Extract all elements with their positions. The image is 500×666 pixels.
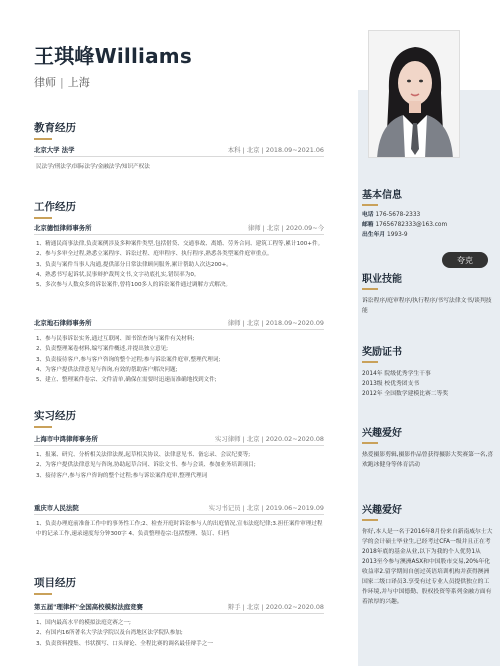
internship-bullets (36, 450, 328, 481)
list-item: 2、有国内16所著名大学法学院以及台湾地区法学院队参加; (36, 630, 183, 637)
work-org: 北京地石律师事务所 (34, 319, 92, 327)
divider (34, 329, 324, 330)
education-meta: 本科 | 北京 | 2018.09~2021.06 (227, 146, 324, 154)
list-item: 4、熟悉书写起诉状,民事辩护裁判文书,文字功底扎实,错误率为0。 (36, 271, 200, 278)
list-item: 2、参与多审全过程,熟悉立案程序、诉讼过程、庭审程序、执行程序,熟悉各类型案件庭审重点。 (36, 251, 273, 258)
internship-entry-head (34, 434, 324, 443)
intro-title: 兴趣爱好 (362, 501, 402, 521)
intro-text: 你好,本人是一名于2016年8月份来自新南威尔士大学的会计硕士毕业生,已经考过CFA一级并且正在考2018年底的基金从业,以下为我的个人优势1从2013至今参与澳洲ASX和中国股市交易,20%年化收益率2.留学期间自创过英语培训机构并获得澳洲国家二级口译员3.享受有过专业人员提供独立的工作环境,并与中国德勤、股权投资等系列金融方面有着浓厚的兴趣。 (362, 529, 493, 605)
internship-meta: 实习书记员 | 北京 | 2019.06~2019.09 (208, 504, 324, 512)
birth-label: 出生年月 (362, 232, 386, 238)
education-entry-head (34, 145, 324, 154)
list-item: 1、精通民商事法律,负责案例涉及多种案件类型,包括借贷、交通事故、离婚、劳务合同、建筑工程等,累计100+件。 (36, 241, 324, 247)
divider (34, 514, 324, 515)
project-bullets (36, 618, 328, 649)
email-row (362, 220, 494, 230)
hobby-text: 热爱摄影剪辑,摄影作品曾获得摄影大奖赛第一名,喜欢跑冰健身等体育活动 (362, 452, 494, 468)
separator: | (60, 76, 64, 89)
awards-list (362, 369, 494, 399)
list-item: 3、负责资料搜集、书状撰写、口头辩论、全程比赛的调名最佳辩手之一 (36, 640, 213, 647)
email-label: 邮箱 (362, 222, 374, 228)
email-value: 17656782333@163.com (375, 222, 448, 228)
internship-org: 重庆市人民法院 (34, 504, 79, 512)
internship-section-title: 实习经历 (34, 408, 76, 428)
list-item: 1、负责办理庭前准备工作中的事务性工作;2、检查开庭时诉讼参与人的出庭情况,宣布法庭纪律;3.担任案件审理过程中的记录工作,速录速度每分钟300字 4、负责整理卷宗:包括整理、装订、归档 (36, 521, 323, 538)
work-org: 北京德恒律师事务所 (34, 224, 92, 232)
internship-org: 上海市中鸿律师事务所 (34, 435, 98, 443)
basic-info (362, 210, 494, 240)
project-org: 第五届"理律杯"全国高校模拟法庭竞赛 (34, 603, 143, 611)
list-item: 2、负责整理案卷材料,编写案件概述,并提出独立意见; (36, 346, 169, 353)
hobby-title: 兴趣爱好 (362, 424, 402, 444)
education-org: 北京大学 法学 (34, 146, 75, 154)
education-courses (36, 162, 328, 172)
work-entry-head (34, 223, 324, 232)
project-section-title: 项目经历 (34, 575, 76, 595)
candidate-subtitle (34, 74, 90, 90)
divider (34, 234, 324, 235)
skills-title: 职业技能 (362, 270, 402, 290)
internship-bullets (36, 519, 328, 540)
work-meta: 律师 | 北京 | 2020.09~今 (247, 224, 324, 232)
job-title: 律师 (34, 76, 56, 89)
work-meta: 律师 | 北京 | 2018.09~2020.09 (227, 319, 324, 327)
work-section-title: 工作经历 (34, 199, 76, 219)
quark-badge[interactable]: 夸克 (442, 252, 488, 268)
work-bullets (36, 334, 328, 385)
work-entry-head (34, 318, 324, 327)
list-item: 1、国内最高水平的模拟法庭竞赛之一; (36, 620, 131, 626)
basic-info-title: 基本信息 (362, 186, 402, 206)
project-meta: 辩手 | 北京 | 2020.02~2020.08 (227, 603, 324, 611)
divider (34, 156, 324, 157)
project-entry-head (34, 602, 324, 611)
phone-value: 176-5678-2333 (375, 212, 421, 218)
internship-meta: 实习律师 | 北京 | 2020.02~2020.08 (215, 435, 324, 443)
list-item: 5、多次参与人数众多的诉讼案件,曾将100多人的诉讼案件通过调解方式解决。 (36, 282, 232, 289)
divider (34, 445, 324, 446)
phone-row (362, 210, 494, 220)
courses-text: 民法学/刑法学/国际法学/金融法学/知识产权法 (36, 164, 150, 170)
list-item: 1、报案、研究、分析相关法律法规,起草相关协议、法律意见书、备忘录、会议纪要等; (36, 452, 251, 458)
phone-label: 电话 (362, 212, 374, 218)
list-item: 3、接待客户,参与客户咨询的整个过程;参与诉讼案件庭审,整理代理词 (36, 472, 208, 479)
list-item: 5、建立、整理案件卷宗、文件清单,确保在需要时迅速而准确地找到文件; (36, 377, 217, 384)
list-item: 3、负责接待客户,参与客户咨询的整个过程;参与诉讼案件庭审,整理代理词; (36, 356, 221, 363)
list-item: 2013级 校优秀团支书 (362, 381, 420, 387)
list-item: 3、负责与案件当事人沟通,提供部分日常法律顾问服务,累计帮助人次达200+。 (36, 261, 232, 268)
portrait-image (369, 31, 460, 158)
work-bullets (36, 239, 328, 290)
list-item: 2、为客户提供法律意见与咨询,协助起草合同、诉讼文书、参与会谈、参加业务培训项目; (36, 462, 256, 469)
education-section-title: 教育经历 (34, 120, 76, 140)
list-item: 2012年 全国数学建模比赛二等奖 (362, 391, 449, 397)
location: 上海 (67, 76, 90, 89)
internship-entry-head (34, 503, 324, 512)
skills-text: 诉讼程序/庭审程序/执行程序/书写法律文书/谈判技能 (362, 298, 492, 314)
list-item: 2014年 院级优秀学生干事 (362, 371, 431, 377)
awards-title: 奖励证书 (362, 343, 402, 363)
list-item: 1、参与民事诉讼实务,通过互联网、图书馆查询与案件有关材料; (36, 336, 195, 342)
divider (34, 613, 324, 614)
birth-row (362, 230, 494, 240)
candidate-name: 王琪峰Williams (34, 44, 192, 68)
birth-value: 1993-9 (387, 232, 408, 238)
list-item: 4、为客户提供法律意见与咨询,有效的帮助客户解决问题; (36, 366, 178, 373)
portrait-photo (368, 30, 460, 158)
